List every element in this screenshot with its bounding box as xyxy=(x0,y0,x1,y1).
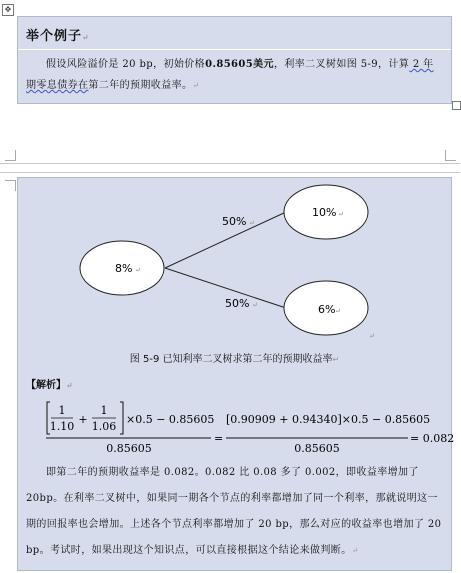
paragraph-mark: ↵ xyxy=(135,266,141,274)
paragraph-mark: ↵ xyxy=(338,210,344,218)
paragraph-mark: ↵ xyxy=(335,307,341,315)
paragraph-mark: ↵ xyxy=(351,546,359,555)
example-heading-text: 举个例子 xyxy=(26,29,83,44)
solution-paragraph xyxy=(26,460,446,564)
para-text-b: ，利率二叉树如图 5-9，计算 xyxy=(273,59,410,70)
paragraph-mark: ↵ xyxy=(332,355,340,364)
page-corner-mark xyxy=(445,150,456,161)
example-paragraph xyxy=(18,50,451,96)
example-box xyxy=(17,16,452,104)
paragraph-mark: ↵ xyxy=(369,332,375,340)
page-corner-mark xyxy=(5,180,16,191)
formula-bottom-left: 0.85605 xyxy=(106,442,152,455)
solution-formula xyxy=(46,400,455,458)
paragraph-mark: ↵ xyxy=(252,301,258,309)
page-corner-mark xyxy=(5,150,16,161)
solution-paragraph-text: 即第二年的预期收益率是 0.082。0.082 比 0.08 多了 0.002，即收益率增加了 20bp。在利率二叉树中，如果同一期各个节点的利率都增加了同一个利率，那就说明这一期的回报率也会增加。上述各个节点利率都增加了 20 bp，那么对应的收益率也增加了 20 bp。考试时，如果出现这个知识点，可以直接根据这个结论来做判断。 xyxy=(26,467,442,556)
figure-solution-box xyxy=(17,177,455,571)
root-rate: 8% xyxy=(115,262,133,275)
paragraph-mark: ↵ xyxy=(82,32,90,42)
formula-equals: = xyxy=(214,432,224,445)
down-rate: 6% xyxy=(318,303,336,316)
table-move-handle[interactable]: ✥ xyxy=(2,4,14,16)
formula-plus: + xyxy=(78,413,88,426)
solution-label-text: 【解析】 xyxy=(26,380,66,391)
para-text-a: 假设风险溢价是 20 bp，初始价格 xyxy=(46,59,206,70)
formula-bracket-expr: [0.90909 + 0.94340]×0.5 − 0.85605 xyxy=(226,413,431,426)
formula-one-b: 1 xyxy=(100,404,108,417)
formula-den-b: 1.06 xyxy=(91,420,117,433)
figure-caption-text: 图 5-9 已知利率二叉树求第二年的预期收益率 xyxy=(129,354,333,365)
paragraph-mark: ↵ xyxy=(192,81,200,90)
formula-result: = 0.082 xyxy=(410,432,455,445)
formula-one-a: 1 xyxy=(58,404,66,417)
paragraph-mark: ↵ xyxy=(66,380,73,390)
up-probability: 50% xyxy=(222,215,247,228)
binomial-tree-diagram xyxy=(18,178,451,348)
up-rate: 10% xyxy=(312,206,337,219)
initial-price: 0.85605美元 xyxy=(205,59,274,70)
page-break xyxy=(0,163,460,173)
figure-caption xyxy=(18,350,451,365)
paragraph-mark: ↵ xyxy=(249,219,255,227)
formula-bottom-right: 0.85605 xyxy=(294,442,340,455)
formula-den-a: 1.10 xyxy=(49,420,75,433)
table-resize-handle[interactable] xyxy=(452,101,461,110)
example-heading xyxy=(18,17,451,50)
down-probability: 50% xyxy=(225,297,250,310)
solution-label xyxy=(26,376,73,391)
formula-tail-left: ×0.5 − 0.85605 xyxy=(126,413,215,426)
para-text-c: 第二年的预期收益率。 xyxy=(88,80,193,91)
spellcheck-text: 2 年期零息债券在 xyxy=(26,59,434,91)
